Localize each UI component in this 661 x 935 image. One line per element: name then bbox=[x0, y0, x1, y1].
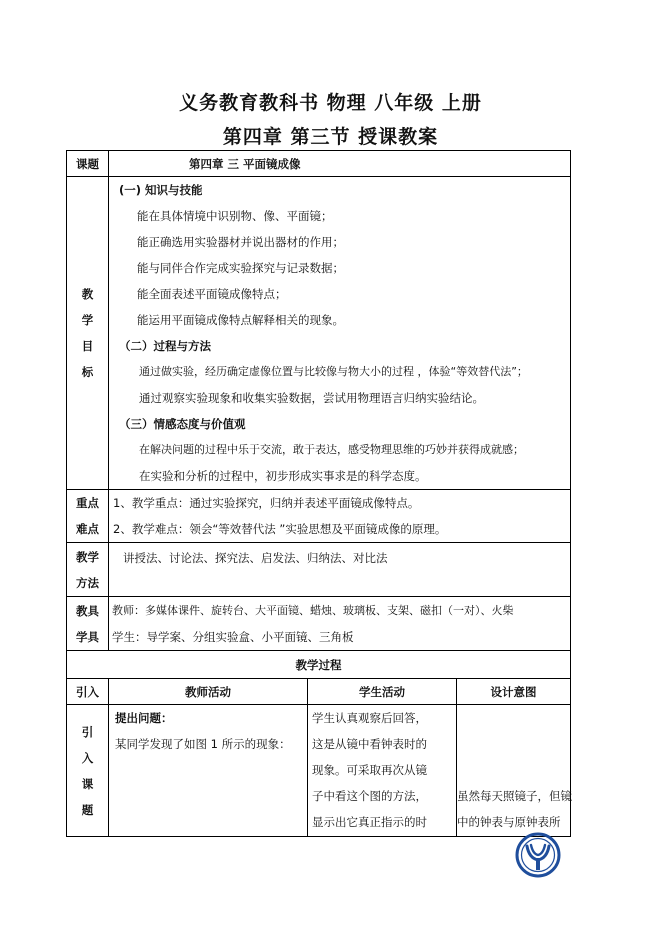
topic-row bbox=[67, 151, 571, 177]
teacher-tools: 教师：多媒体课件、旋转台、大平面镜、蜡烛、玻璃板、支架、磁扣（一对）、火柴 bbox=[112, 603, 514, 617]
student-activity bbox=[308, 705, 457, 837]
methods-row bbox=[67, 543, 571, 597]
student-activity-line: 学生认真观察后回答， bbox=[312, 711, 427, 725]
design-intent-line: 中的钟表与原钟表所 bbox=[457, 815, 561, 829]
col-header-intro: 引入 bbox=[67, 679, 109, 705]
objective-item: 能与同伴合作完成实验探究与记录数据； bbox=[137, 261, 344, 275]
topic-value: 第四章 三 平面镜成像 bbox=[109, 151, 571, 177]
student-activity-line: 这是从镜中看钟表时的 bbox=[312, 737, 427, 751]
student-tools: 学生：导学案、分组实验盒、小平面镜、三角板 bbox=[112, 629, 354, 644]
student-activity-line: 子中看这个图的方法， bbox=[312, 789, 427, 803]
document-subtitle: 第四章 第三节 授课教案 bbox=[222, 126, 439, 148]
objective-heading: （二）过程与方法 bbox=[119, 339, 211, 353]
lesson-plan-table bbox=[66, 150, 571, 837]
process-title-row bbox=[67, 651, 571, 679]
objective-item: 能全面表述平面镜成像特点； bbox=[137, 287, 287, 301]
objective-item: 能运用平面镜成像特点解释相关的现象。 bbox=[137, 313, 344, 327]
process-header-row bbox=[67, 679, 571, 705]
key-points-row bbox=[67, 490, 571, 543]
tools-row bbox=[67, 597, 571, 651]
objectives-label: 教 学 目 标 bbox=[67, 177, 109, 490]
design-intent-line: 虽然每天照镜子，但镜 bbox=[457, 789, 572, 803]
difficulty-text: 2、教学难点：领会“等效替代法 ”实验思想及平面镜成像的原理。 bbox=[113, 522, 447, 536]
objective-item: 通过做实验，经历确定虚像位置与比较像与物大小的过程 ，体验“等效替代法”； bbox=[139, 365, 528, 378]
key-points-label: 重点 难点 bbox=[67, 490, 109, 543]
objectives-row bbox=[67, 177, 571, 490]
objective-item: 在解决问题的过程中乐于交流，敢于表达，感受物理思维的巧妙并获得成就感； bbox=[139, 443, 524, 456]
student-activity-line: 显示出它真正指示的时 bbox=[312, 815, 427, 829]
key-point-text: 1、教学重点：通过实验探究，归纳并表述平面镜成像特点。 bbox=[113, 496, 420, 510]
col-header-teacher: 教师活动 bbox=[109, 679, 308, 705]
teacher-activity-heading: 提出问题： bbox=[115, 711, 173, 725]
student-activity-line: 现象。可采取再次从镜 bbox=[312, 763, 427, 777]
objective-item: 通过观察实验现象和收集实验数据，尝试用物理语言归纳实验结论。 bbox=[139, 391, 484, 405]
process-intro-row bbox=[67, 705, 571, 837]
tools-label: 教具 学具 bbox=[67, 597, 109, 651]
objective-item: 在实验和分析的过程中，初步形成实事求是的科学态度。 bbox=[139, 469, 427, 483]
objective-heading: (一) 知识与技能 bbox=[119, 183, 203, 197]
col-header-student: 学生活动 bbox=[308, 679, 457, 705]
col-header-intent: 设计意图 bbox=[457, 679, 571, 705]
design-intent bbox=[457, 705, 571, 837]
document-title: 义务教育教科书 物理 八年级 上册 bbox=[179, 92, 482, 114]
topic-label: 课题 bbox=[67, 151, 109, 177]
school-emblem-icon bbox=[515, 832, 561, 878]
objective-heading: （三）情感态度与价值观 bbox=[119, 417, 246, 431]
intro-label: 引 入 课 题 bbox=[67, 705, 109, 837]
process-title: 教学过程 bbox=[67, 651, 571, 679]
teacher-activity bbox=[109, 705, 308, 837]
methods-label: 教学 方法 bbox=[67, 543, 109, 597]
objectives-content bbox=[109, 177, 571, 490]
methods-value: 讲授法、讨论法、探究法、启发法、归纳法、对比法 bbox=[123, 551, 388, 565]
teacher-activity-text: 某同学发现了如图 1 所示的现象： bbox=[115, 737, 291, 751]
objective-item: 能在具体情境中识别物、像、平面镜； bbox=[137, 209, 333, 223]
objective-item: 能正确选用实验器材并说出器材的作用； bbox=[137, 235, 344, 249]
